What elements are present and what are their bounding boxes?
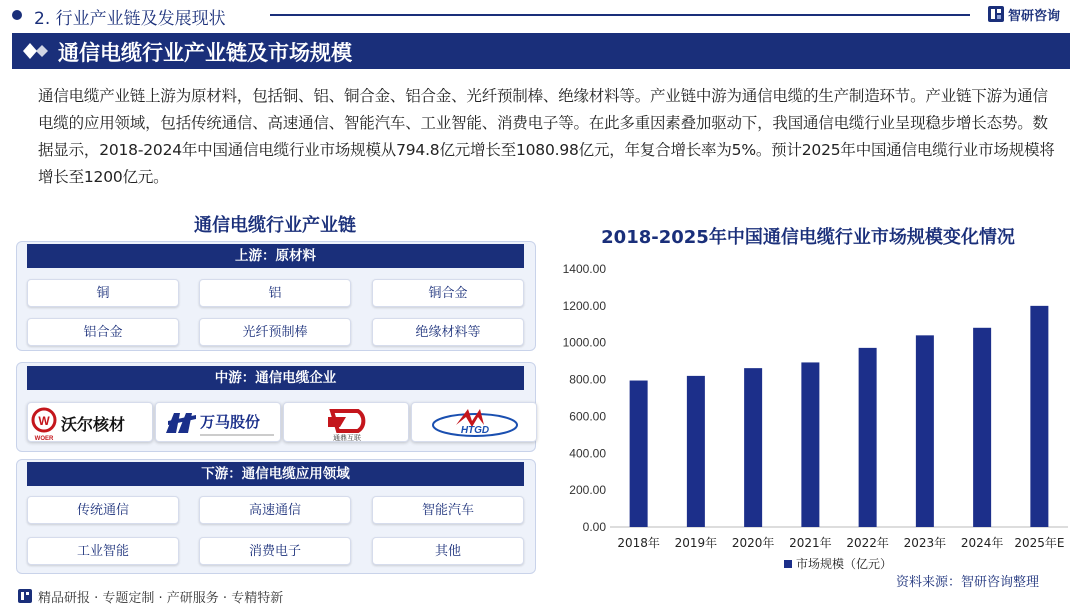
y-tick-label: 400.00: [569, 446, 606, 461]
upstream-item: 绝缘材料等: [372, 318, 524, 346]
company-name: 通鼎互联: [333, 434, 361, 442]
downstream-item: 消费电子: [199, 537, 351, 565]
company-logo-tongding: [283, 402, 409, 442]
footer: [0, 584, 1080, 606]
y-tick-label: 600.00: [569, 409, 606, 424]
y-tick-label: 800.00: [569, 372, 606, 387]
x-tick-label: 2018年: [617, 536, 660, 550]
intro-paragraph: 通信电缆产业链上游为原材料，包括铜、铝、铜合金、铝合金、光纤预制棒、绝缘材料等。产业链中游为通信电缆的生产制造环节。产业链下游为通信电缆的应用领域，包括传统通信、高速通信、智能汽车、工业智能、消费电子等。在此多重因素叠加驱动下，我国通信电缆行业呈现稳步增长态势。数据显示，2018-2024年中国通信电缆行业市场规模从794.8亿元增长至1080.98亿元，年复合增长率为5%。预计2025年中国通信电缆行业市场规模将增长至1200亿元。: [38, 87, 1055, 186]
divider: [270, 14, 970, 16]
bar: [916, 335, 934, 527]
legend-swatch: [784, 560, 792, 568]
diamond-icon: [22, 42, 50, 60]
brand-logo-icon: [988, 6, 1004, 22]
x-tick-label: 2025年E: [1014, 536, 1065, 550]
downstream-item: 智能汽车: [372, 496, 524, 524]
footer-logo-icon: [18, 589, 32, 603]
upstream-item: 光纤预制棒: [199, 318, 351, 346]
bar: [859, 348, 877, 527]
downstream-item: 高速通信: [199, 496, 351, 524]
upstream-item: 铜合金: [372, 279, 524, 307]
downstream-band: 下游：通信电缆应用领域: [27, 462, 524, 486]
x-tick-label: 2022年: [846, 536, 889, 550]
x-tick-label: 2023年: [903, 536, 947, 550]
y-tick-label: 1200.00: [562, 298, 606, 313]
downstream-item: 传统通信: [27, 496, 179, 524]
y-tick-label: 0.00: [582, 520, 606, 534]
midstream-band: 中游：通信电缆企业: [27, 366, 524, 390]
page-title: 通信电缆行业产业链及市场规模: [58, 41, 352, 65]
downstream-item: 其他: [372, 537, 524, 565]
upstream-item: 铝合金: [27, 318, 179, 346]
x-tick-label: 2024年: [960, 536, 1004, 550]
x-tick-label: 2020年: [731, 536, 775, 550]
chart-title: 2018-2025年中国通信电缆行业市场规模变化情况: [601, 227, 1015, 248]
section-bullet-icon: [12, 10, 22, 20]
bar: [687, 376, 705, 527]
company-name: 万马股份: [200, 413, 261, 431]
upstream-item: 铝: [199, 279, 351, 307]
bar: [744, 368, 762, 527]
y-tick-label: 200.00: [569, 483, 606, 498]
bar: [1030, 306, 1048, 527]
title-bar: [12, 33, 1070, 69]
bar: [801, 362, 819, 527]
htgd-logo-icon: [412, 403, 537, 442]
bar-chart: [548, 255, 1078, 573]
footer-services: 精品研报 · 专题定制 · 产研服务 · 专精特新: [38, 591, 284, 606]
y-tick-label: 1000.00: [562, 335, 606, 350]
company-logo-htgd: [411, 402, 537, 442]
x-tick-label: 2021年: [789, 536, 832, 550]
upstream-item: 铜: [27, 279, 179, 307]
company-logo-wanma: [155, 402, 281, 442]
svg-text:W: W: [38, 414, 50, 428]
source-note: 资料来源：智研咨询整理: [896, 575, 1040, 590]
upstream-band: 上游：原材料: [27, 244, 524, 268]
section-heading: 2. 行业产业链及发展现状: [34, 9, 226, 29]
bar: [630, 381, 648, 527]
x-tick-label: 2019年: [674, 536, 718, 550]
bar: [973, 328, 991, 527]
company-logo-woer: [27, 402, 153, 442]
brand-name: 智研咨询: [1008, 9, 1061, 24]
chain-title: 通信电缆行业产业链: [194, 215, 356, 236]
company-name: 沃尔核材: [61, 415, 126, 434]
company-abbr: HTGD: [460, 425, 490, 436]
top-bar: [0, 0, 1080, 30]
legend-label: 市场规模（亿元）: [796, 557, 893, 571]
svg-text:WOER: WOER: [34, 436, 54, 442]
y-tick-label: 1400.00: [562, 262, 606, 276]
downstream-item: 工业智能: [27, 537, 179, 565]
